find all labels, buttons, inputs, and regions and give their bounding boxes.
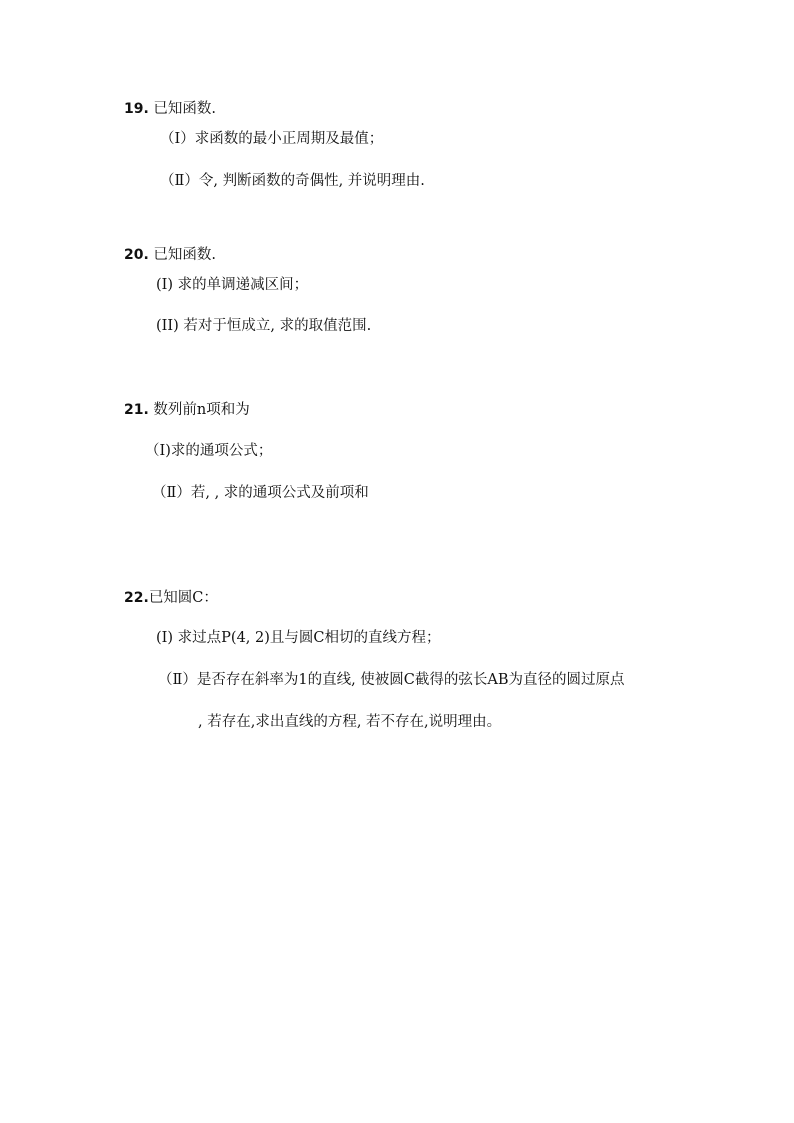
problem-21-stem	[124, 400, 250, 420]
problem-22-stem	[124, 588, 218, 608]
problem-20-part-2: (II) 若对于恒成立, 求的取值范围.	[156, 318, 372, 334]
problem-stem-text: 已知圆C：	[148, 590, 218, 606]
problem-number: 21.	[124, 402, 149, 418]
problem-21-part-1: （Ⅰ)求的通项公式；	[145, 443, 273, 459]
problem-number: 19.	[124, 101, 149, 117]
problem-21-part-2: （Ⅱ）若, , 求的通项公式及前项和	[152, 485, 369, 501]
problem-19-part-1: （Ⅰ）求函数的最小正周期及最值；	[160, 131, 384, 147]
problem-stem-text: 数列前n项和为	[153, 402, 250, 418]
problem-20-part-1: (I) 求的单调递减区间；	[156, 277, 309, 293]
problem-22-part-2-continued: , 若存在,求出直线的方程, 若不存在,说明理由。	[198, 714, 502, 730]
problem-20-stem	[124, 245, 216, 265]
problem-stem-text: 已知函数.	[153, 247, 217, 263]
problem-22-part-2: （Ⅱ）是否存在斜率为1的直线, 使被圆C截得的弦长AB为直径的圆过原点	[158, 672, 625, 688]
problem-19-stem	[124, 99, 216, 119]
problem-stem-text: 已知函数.	[153, 101, 217, 117]
problem-number: 22.	[124, 590, 149, 606]
problem-number: 20.	[124, 247, 149, 263]
problem-22-part-1: (I) 求过点P(4, 2)且与圆C相切的直线方程；	[156, 630, 441, 646]
problem-19-part-2: （Ⅱ）令, 判断函数的奇偶性, 并说明理由.	[160, 173, 425, 189]
